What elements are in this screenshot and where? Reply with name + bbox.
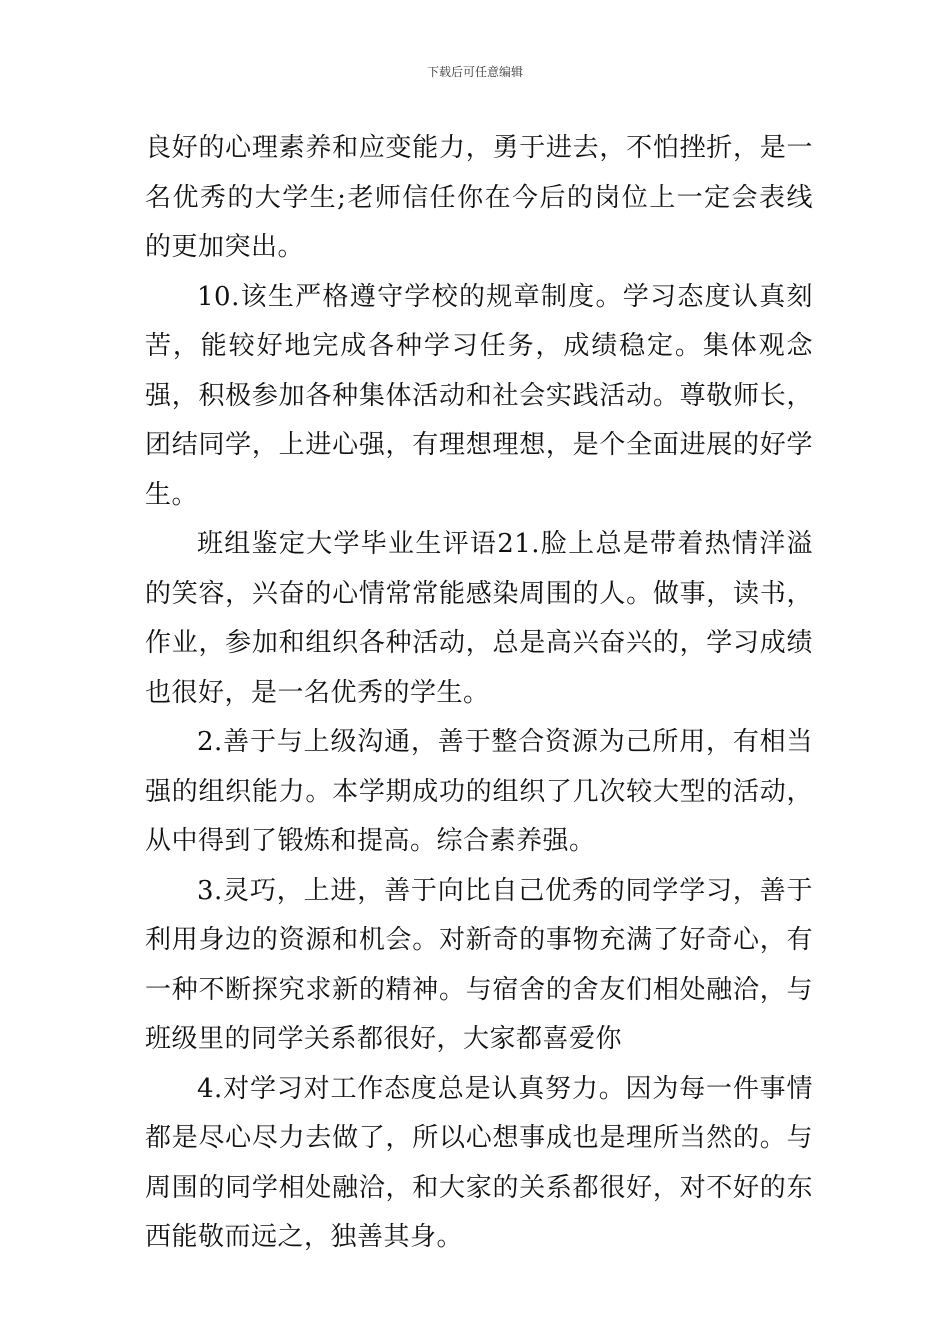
page-header: 下载后可任意编辑 bbox=[426, 65, 523, 79]
paragraph-continuation: 良好的心理素养和应变能力，勇于进去，不怕挫折，是一名优秀的大学生;老师信任你在今后的岗位上一定会表线的更加突出。 bbox=[145, 133, 813, 262]
paragraph-item-4: 4.对学习对工作态度总是认真努力。因为每一件事情都是尽心尽力去做了，所以心想事成也是理所当然的。与周围的同学相处融洽，和大家的关系都很好，对不好的东西能敬而远之，独善其身。 bbox=[145, 1073, 813, 1252]
paragraph-item-10: 10.该生严格遵守学校的规章制度。学习态度认真刻苦，能较好地完成各种学习任务，成绩稳定。集体观念强，积极参加各种集体活动和社会实践活动。尊敬师长，团结同学，上进心强，有理想理想，是个全面进展的好学生。 bbox=[145, 281, 813, 510]
paragraph-section-item-1: 班组鉴定大学毕业生评语21.脸上总是带着热情洋溢的笑容，兴奋的心情常常能感染周围的人。做事，读书，作业，参加和组织各种活动，总是高兴奋兴的，学习成绩也很好，是一名优秀的学生。 bbox=[145, 529, 813, 708]
document-body bbox=[145, 124, 813, 1263]
paragraph-item-3: 3.灵巧，上进，善于向比自己优秀的同学学习，善于利用身边的资源和机会。对新奇的事物充满了好奇心，有一种不断探究求新的精神。与宿舍的舍友们相处融洽，与班级里的同学关系都很好，大家都喜爱你 bbox=[145, 875, 813, 1054]
paragraph-item-2: 2.善于与上级沟通，善于整合资源为己所用，有相当强的组织能力。本学期成功的组织了几次较大型的活动，从中得到了锻炼和提高。综合素养强。 bbox=[145, 727, 813, 856]
